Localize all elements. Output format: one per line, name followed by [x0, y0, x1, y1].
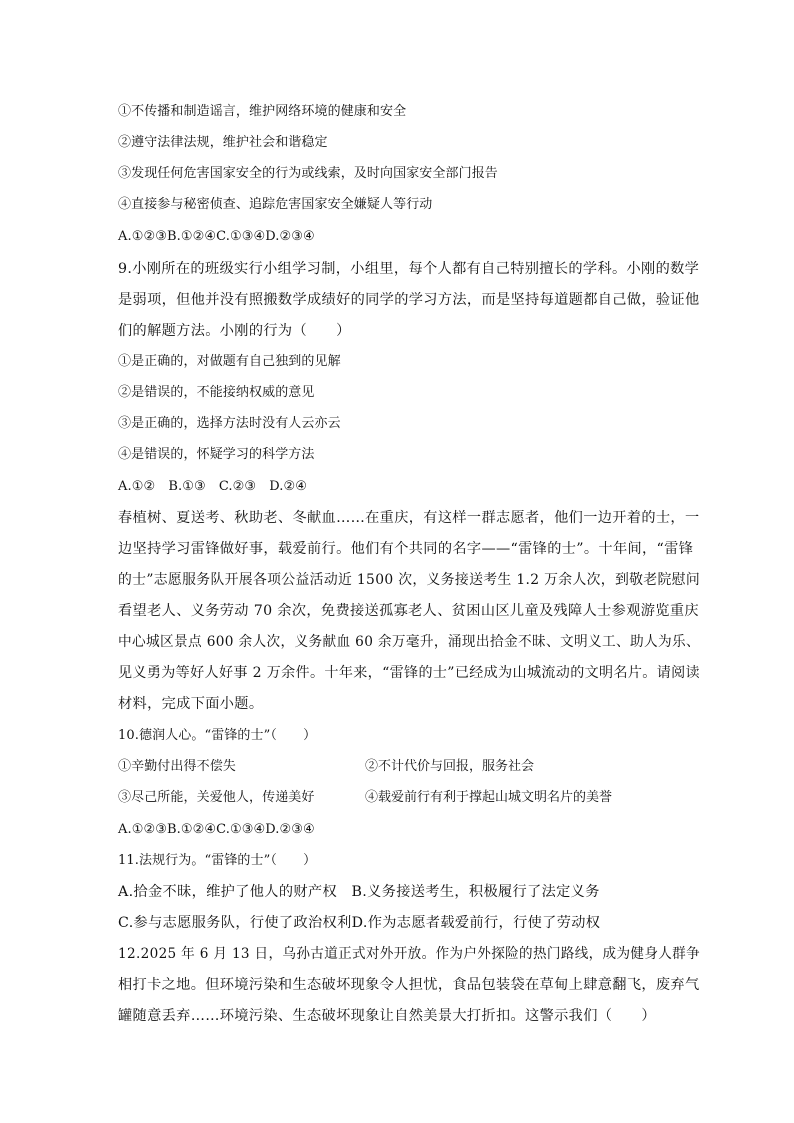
q10-stem: 10.德润人心。“雷锋的士”（ ） — [118, 728, 317, 743]
q9-stem-line-1: 9.小刚所在的班级实行小组学习制，小组里，每个人都有自己特别擅长的学科。小刚的数学 — [118, 261, 700, 277]
q8-options: A.①②③B.①②④C.①③④D.②③④ — [118, 229, 315, 244]
q10-item-4: ④载爱前行有利于撑起山城文明名片的美誉 — [365, 790, 613, 805]
q12-stem-line-2: 相打卡之地。但环境污染和生态破坏现象令人担忧，食品包装袋在草甸上肆意翻飞，废弃气 — [118, 977, 700, 993]
q8-item-2: ②遵守法律法规，维护社会和谐稳定 — [118, 135, 328, 150]
material-line-2: 边坚持学习雷锋做好事，载爱前行。他们有个共同的名字——“雷锋的士”。十年间，“雷锋 — [118, 541, 694, 557]
q9-stem-line-2: 是弱项，但他并没有照搬数学成绩好的同学的学习方法，而是坚持每道题都自己做，验证他 — [118, 292, 700, 308]
q9-stem-line-3: 们的解题方法。小刚的行为（ ） — [118, 323, 351, 339]
q9-item-3: ③是正确的，选择方法时没有人云亦云 — [118, 416, 341, 431]
q9-options: A.①② B.①③ C.②③ D.②④ — [118, 479, 308, 494]
q8-item-1: ①不传播和制造谣言，维护网络环境的健康和安全 — [118, 104, 407, 119]
material-line-4: 看望老人、义务劳动 70 余次，免费接送孤寡老人、贫困山区儿童及残障人士参观游览重庆 — [118, 603, 699, 619]
q12-stem-line-3: 罐随意丢弃……环境污染、生态破坏现象让自然美景大打折扣。这警示我们（ ） — [118, 1008, 656, 1024]
q8-item-3: ③发现任何危害国家安全的行为或线索，及时向国家安全部门报告 — [118, 166, 498, 181]
material-line-3: 的士”志愿服务队开展各项公益活动近 1500 次，义务接送考生 1.2 万余人次，到敬老院慰问 — [118, 572, 701, 588]
q12-stem-line-1: 12.2025 年 6 月 13 日，乌孙古道正式对外开放。作为户外探险的热门路线，成为健身人群争 — [118, 946, 700, 962]
q10-item-1: ①辛勤付出得不偿失 — [118, 759, 236, 774]
q11-stem: 11.法规行为。“雷锋的士”（ ） — [118, 853, 317, 868]
q10-options: A.①②③B.①②④C.①③④D.②③④ — [118, 822, 315, 837]
q8-item-4: ④直接参与秘密侦查、追踪危害国家安全嫌疑人等行动 — [118, 197, 433, 212]
material-line-6: 见义勇为等好人好事 2 万余件。十年来，“雷锋的士”已经成为山城流动的文明名片。请阅读 — [118, 665, 700, 681]
q10-item-3: ③尽己所能，关爱他人，传递美好 — [118, 790, 315, 805]
q11-options-line-2: C.参与志愿服务队，行使了政治权利D.作为志愿者载爱前行，行使了劳动权 — [118, 915, 601, 931]
material-line-5: 中心城区景点 600 余人次，义务献血 60 余万毫升，涌现出拾金不昧、文明义工、助人为乐、 — [118, 634, 700, 650]
material-line-1: 春植树、夏送考、秋助老、冬献血……在重庆，有这样一群志愿者，他们一边开着的士，一 — [118, 510, 700, 526]
material-line-7: 材料，完成下面小题。 — [118, 696, 264, 712]
q11-options-line-1: A.拾金不昧，维护了他人的财产权 B.义务接送考生，积极履行了法定义务 — [118, 884, 600, 900]
q9-item-4: ④是错误的，怀疑学习的科学方法 — [118, 447, 315, 462]
q9-item-2: ②是错误的，不能接纳权威的意见 — [118, 385, 315, 400]
q9-item-1: ①是正确的，对做题有自己独到的见解 — [118, 354, 341, 369]
q10-item-2: ②不计代价与回报，服务社会 — [365, 759, 535, 774]
